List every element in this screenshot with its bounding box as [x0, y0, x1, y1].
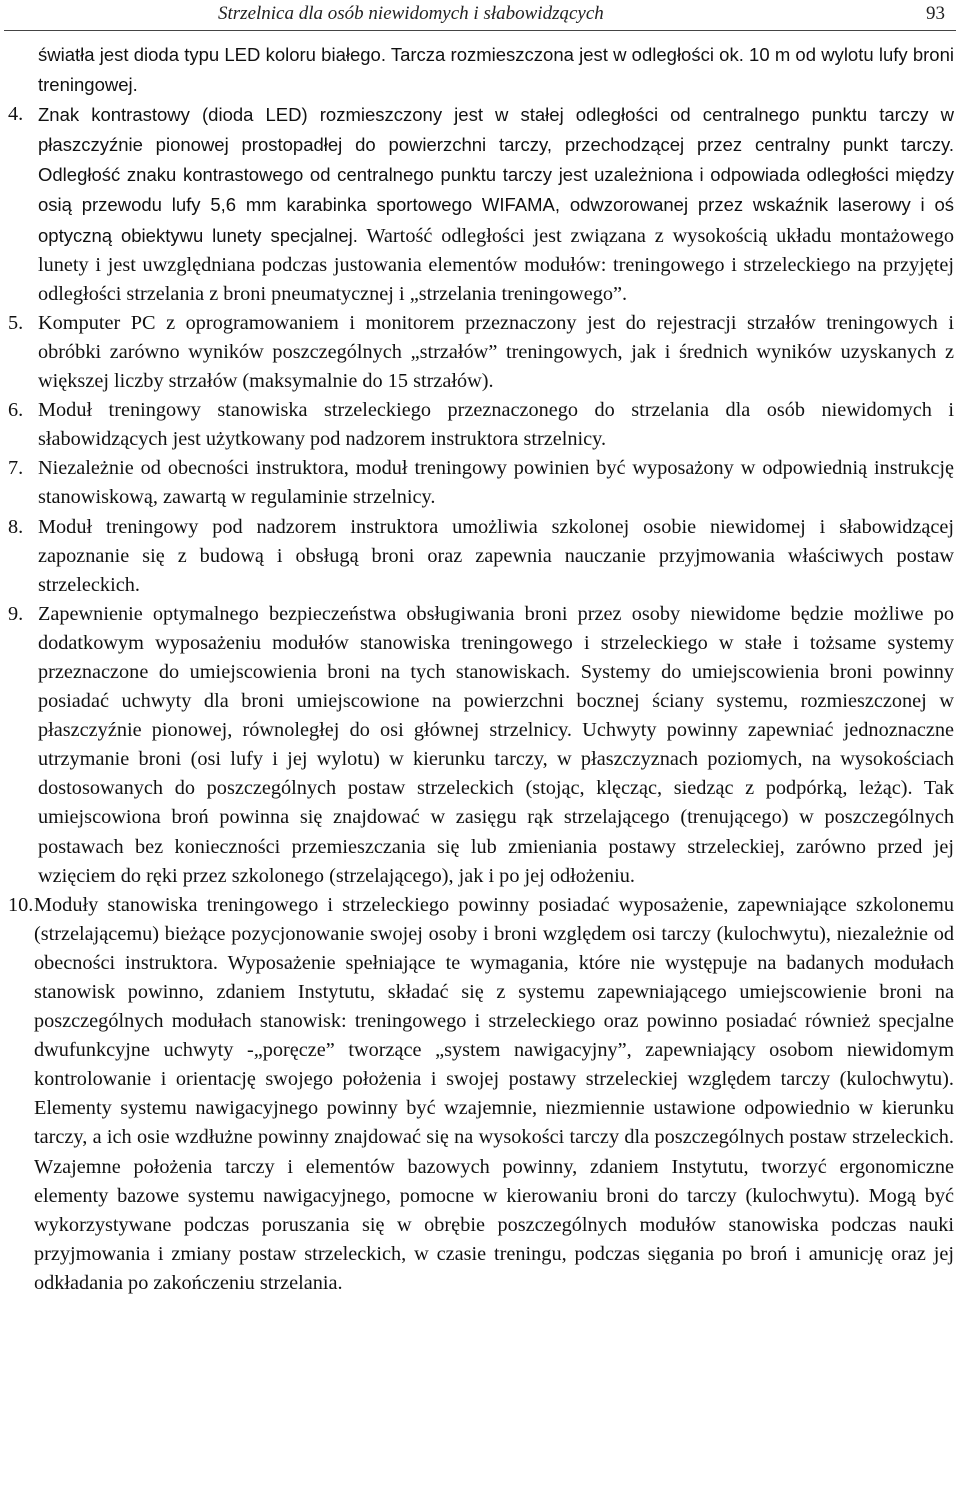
list-number: 8. — [8, 515, 24, 538]
list-item-8 — [0, 513, 960, 600]
list-number: 10. — [8, 893, 34, 916]
list-item-7 — [0, 454, 960, 512]
page-number: 93 — [926, 3, 945, 24]
paragraph-text: światła jest dioda typu LED koloru białego. Tarcza rozmieszczona jest w odległości ok. 10 m od wylotu lufy broni treningowej. — [38, 44, 954, 96]
list-text: Moduł treningowy stanowiska strzeleckiego przeznaczonego do strzelania dla osób niewidomych i słabowidzących jest użytkowany pod nadzorem instruktora strzelnicy. — [38, 399, 954, 451]
list-item-6 — [0, 396, 960, 454]
header-rule — [4, 30, 956, 31]
list-number: 6. — [8, 399, 24, 422]
list-item-10 — [0, 891, 960, 1298]
list-text-part-sans: Znak kontrastowy (dioda LED) rozmieszczony jest w stałej odległości od centralnego punktu tarczy w płaszczyźnie pionowej prostopadłej do powierzchni tarczy, przechodzącej przez centralny punkt tarczy. Odległość znaku kontrastowego od centralnego punktu tarczy jest uzależniona i odpowiada odległości między osią przewodu lufy 5,6 mm karabinka sportowego WIFAMA, odwzorowanej przez wskaźnik laserowy i oś optyczną obiektywu lunety specjalnej. — [38, 104, 954, 246]
list-item-9 — [0, 600, 960, 891]
list-text: Moduły stanowiska treningowego i strzeleckiego powinny posiadać wyposażenie, zapewniające szkolonemu (strzelającemu) bieżące pozycjonowanie swojej osoby i broni względem osi tarczy (kulochwytu), niezależnie od obecności instruktora. Wyposażenie spełniające te wymagania, które nie występuje na badanych modułach stanowisk powinno, zdaniem Instytutu, składać się z systemu zapewniającego umiejscowienie broni na poszczególnych modułach stanowisk: treningowego i strzeleckiego oraz powinno posiadać również specjalne dwufunkcyjne uchwyty -„poręcze” tworzące „system nawigacyjny”, zapewniający osobom niewidomym kontrolowanie i orientację swojego położenia i swojej postawy strzeleckiej względem tarczy (kulochwytu). Elementy systemu nawigacyjnego powinny być wzajemnie, niezmiennie ustawione odpowiednio w kierunku tarczy, a ich osie wzdłużne powinny znajdować się na wysokości tarczy dla poszczególnych postaw strzeleckich. Wzajemne położenia tarczy i elementów bazowych powinny, zdaniem Instytutu, tworzyć ergonomiczne elementy bazowe systemu nawigacyjnego, pomocne w kierowaniu broni do tarczy (kulochwytu). Mogą być wykorzystywane podczas poruszania się w obrębie poszczególnych modułów stanowiska podczas nauki przyjmowania i zmiany postaw strzeleckich, w czasie treningu, podczas sięgania po broń i amunicję oraz jej odkładania po zakończeniu strzelania. — [34, 893, 954, 1294]
page-body — [0, 40, 960, 1298]
list-text: Niezależnie od obecności instruktora, moduł treningowy powinien być wyposażony w odpowiednią instrukcję stanowiskową, zawartą w regulaminie strzelnicy. — [38, 457, 954, 509]
list-number: 5. — [8, 311, 24, 334]
list-number: 4. — [8, 103, 24, 126]
list-text-part-serif: Wartość odległości jest związana z wysokością układu montażowego lunety i jest uwzględniana podczas justowania elementów modułów: treningowego i strzeleckiego na przyjętej odległości strzelania z broni pneumatycznej i „strzelania treningowego”. — [38, 224, 954, 305]
list-text: Moduł treningowy pod nadzorem instruktora umożliwia szkolonej osobie niewidomej i słabowidzącej zapoznanie się z budową i obsługą broni oraz zapewnia nauczanie przyjmowania właściwych postaw strzeleckich. — [38, 515, 954, 596]
list-number: 7. — [8, 457, 24, 480]
list-item-4 — [0, 100, 960, 309]
page-header — [0, 0, 960, 28]
list-number: 9. — [8, 602, 24, 625]
list-item-5 — [0, 309, 960, 396]
running-title: Strzelnica dla osób niewidomych i słabowidzących — [218, 3, 604, 24]
list-text: Zapewnienie optymalnego bezpieczeństwa obsługiwania broni przez osoby niewidome będzie możliwe po dodatkowym wyposażeniu modułów stanowiska treningowego i strzeleckiego w stałe i tożsame systemy przeznaczone do umiejscowienia broni na tych stanowiskach. Systemy do umiejscowienia broni powinny posiadać uchwyty dla broni umiejscowione na powierzchni bocznej ściany systemu, rozmieszczonej w płaszczyźnie pionowej, równoległej do osi głównej strzelnicy. Uchwyty powinny zapewniać jednoznaczne utrzymanie broni (osi lufy i jej wylotu) w kierunku tarczy, w płaszczyznach poziomych, na wysokościach dostosowanych do poszczególnych postaw strzeleckich (stojąc, klęcząc, siedząc z podpórką, leżąc). Tak umiejscowiona broń powinna się znajdować w zasięgu rąk strzelającego (trenującego) w poszczególnych postawach bez konieczności przemieszczania się lub zmieniania postawy strzeleckiej, zarówno przed jej wzięciem do ręki przez szkolonego (strzelającego), jak i po jej odłożeniu. — [38, 602, 954, 887]
continuation-paragraph — [0, 40, 960, 100]
list-text: Komputer PC z oprogramowaniem i monitorem przeznaczony jest do rejestracji strzałów treningowych i obróbki zarówno wyników poszczególnych „strzałów” treningowych, jak i średnich wyników uzyskanych z większej liczby strzałów (maksymalnie do 15 strzałów). — [38, 311, 954, 393]
